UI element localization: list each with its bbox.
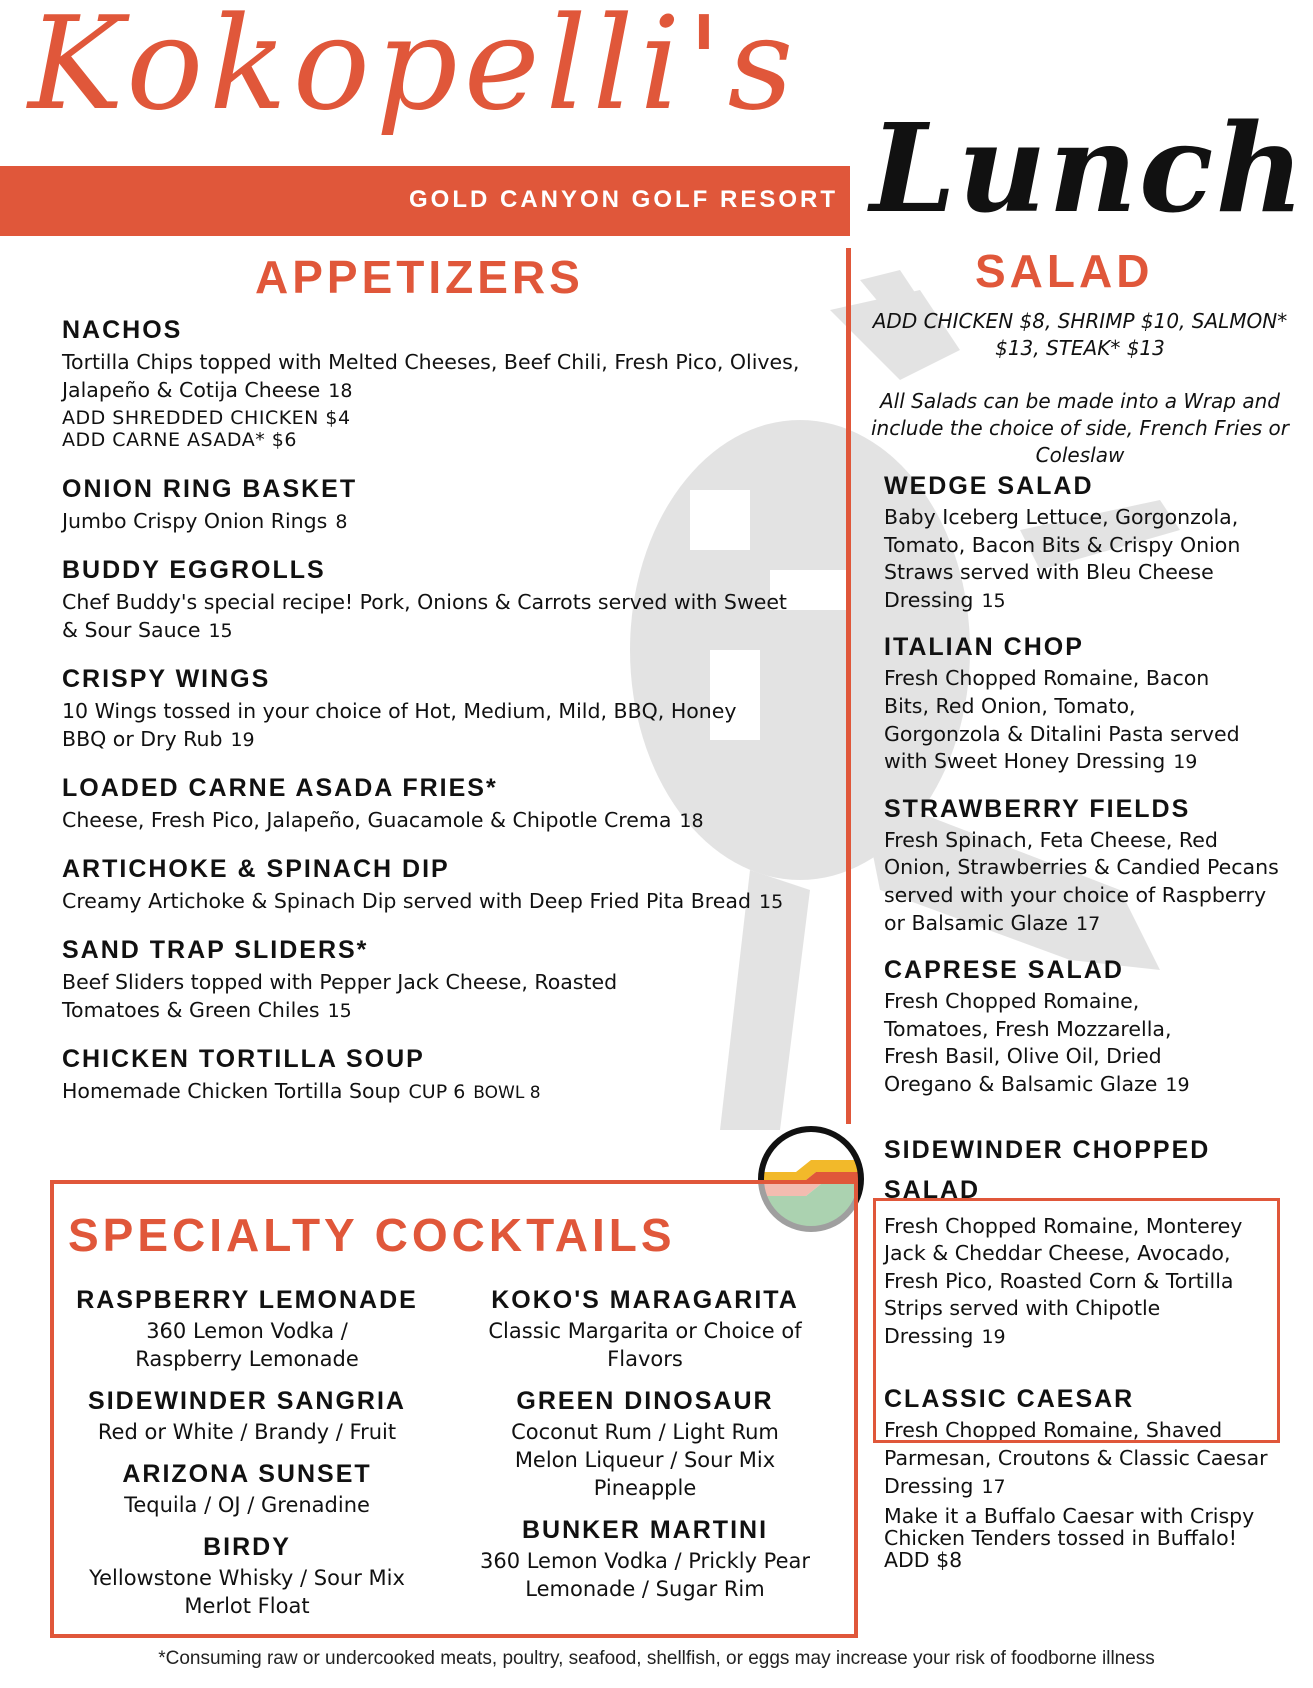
- item-desc: Chef Buddy's special recipe! Pork, Onions & Carrots served with Sweet & Sour Sauce 15: [62, 590, 787, 642]
- cocktail-desc: 360 Lemon Vodka / Raspberry Lemonade: [135, 1319, 359, 1371]
- item-name: CAPRESE SALAD: [884, 956, 1124, 985]
- item-desc: Fresh Chopped Romaine, Monterey Jack & Cheddar Cheese, Avocado, Fresh Pico, Roasted Corn & Tortilla Strips served with Chipotle Dressing 19: [884, 1213, 1243, 1348]
- item-desc: Creamy Artichoke & Spinach Dip served with Deep Fried Pita Bread 15: [62, 889, 784, 913]
- menu-item: [62, 556, 802, 645]
- cocktail-desc: Tequila / OJ / Grenadine: [124, 1493, 370, 1517]
- brand-logo-text: Kokopelli's: [28, 0, 800, 139]
- item-name: SIDEWINDER CHOPPED SALAD: [884, 1135, 1211, 1204]
- cocktail-name: GREEN DINOSAUR: [516, 1387, 774, 1415]
- item-desc: Fresh Chopped Romaine, Tomatoes, Fresh Mozzarella, Fresh Basil, Olive Oil, Dried Oregano & Balsamic Glaze 19: [884, 989, 1190, 1096]
- item-price: 19: [981, 1325, 1006, 1348]
- salad-title: SALAD: [975, 245, 1154, 297]
- item-name: ITALIAN CHOP: [884, 633, 1084, 662]
- item-name: CLASSIC CAESAR: [884, 1385, 1135, 1414]
- item-price: BOWL 8: [473, 1083, 541, 1103]
- item-name: NACHOS: [62, 316, 183, 344]
- item-name: ONION RING BASKET: [62, 475, 358, 503]
- cocktail-name: KOKO'S MARAGARITA: [491, 1286, 799, 1314]
- cocktails-left-column: [62, 1286, 432, 1634]
- item-name: STRAWBERRY FIELDS: [884, 794, 1191, 823]
- header-banner: [0, 166, 850, 236]
- item-price: 15: [327, 1000, 352, 1022]
- item-name: LOADED CARNE ASADA FRIES*: [62, 774, 498, 802]
- item-price: 19: [230, 729, 255, 751]
- appetizers-list: [62, 316, 802, 1127]
- menu-item: [62, 316, 802, 451]
- item-desc: Fresh Chopped Romaine, Bacon Bits, Red Onion, Tomato, Gorgonzola & Ditalini Pasta served with Sweet Honey Dressing 19: [884, 666, 1240, 774]
- item-desc: Tortilla Chips topped with Melted Cheeses, Beef Chili, Fresh Pico, Olives, Jalapeño & Cotija Cheese 18: [62, 350, 800, 402]
- cocktail-desc: Red or White / Brandy / Fruit: [97, 1420, 397, 1444]
- item-name: CRISPY WINGS: [62, 665, 271, 693]
- item-desc: Fresh Chopped Romaine, Shaved Parmesan, Croutons & Classic Caesar Dressing 17: [884, 1418, 1268, 1498]
- appetizers-title: APPETIZERS: [255, 251, 584, 303]
- footnote: *Consuming raw or undercooked meats, poultry, seafood, shellfish, or eggs may increase your risk of foodborne illness: [158, 1648, 1155, 1669]
- item-desc: Cheese, Fresh Pico, Jalapeño, Guacamole & Chipotle Crema 18: [62, 808, 704, 832]
- cocktail-desc: 360 Lemon Vodka / Prickly Pear Lemonade / Sugar Rim: [479, 1549, 811, 1601]
- cocktail-item: [460, 1387, 830, 1502]
- cocktail-item: [62, 1387, 432, 1446]
- item-desc: Jumbo Crispy Onion Rings 8: [62, 509, 348, 533]
- item-desc: Fresh Spinach, Feta Cheese, Red Onion, Strawberries & Candied Pecans served with your choice of Raspberry or Balsamic Glaze 17: [884, 827, 1279, 935]
- item-addon: ADD SHREDDED CHICKEN $4: [62, 407, 351, 429]
- item-price: 18: [679, 810, 704, 832]
- menu-item: [62, 774, 802, 835]
- menu-item: [62, 475, 802, 536]
- menu-item: [62, 855, 802, 916]
- item-name: SAND TRAP SLIDERS*: [62, 936, 369, 964]
- menu-item: [884, 633, 1284, 776]
- menu-item: [62, 1045, 802, 1107]
- menu-item: [62, 665, 802, 754]
- cocktail-item: [62, 1460, 432, 1519]
- cocktail-item: [460, 1516, 830, 1603]
- item-price: 19: [1173, 751, 1198, 774]
- column-divider: [846, 248, 851, 1124]
- item-name: WEDGE SALAD: [884, 472, 1094, 500]
- item-desc: Baby Iceberg Lettuce, Gorgonzola, Tomato, Bacon Bits & Crispy Onion Straws served with Bleu Cheese Dressing 15: [884, 505, 1241, 612]
- banner-text: GOLD CANYON GOLF RESORT: [409, 186, 838, 213]
- item-price: 8: [335, 511, 348, 533]
- item-price: 17: [1076, 912, 1101, 935]
- item-addon: ADD CARNE ASADA* $6: [62, 429, 297, 451]
- salad-addons-note: ADD CHICKEN $8, SHRIMP $10, SALMON* $13, STEAK* $13: [872, 309, 1288, 360]
- cocktail-desc: Yellowstone Whisky / Sour Mix Merlot Float: [89, 1566, 405, 1618]
- item-extra: Make it a Buffalo Caesar with Crispy Chicken Tenders tossed in Buffalo! ADD $8: [884, 1504, 1255, 1573]
- cocktail-item: [460, 1286, 830, 1373]
- salad-wrap-note: All Salads can be made into a Wrap and include the choice of side, French Fries or Coleslaw: [870, 389, 1289, 467]
- cocktail-desc: Classic Margarita or Choice of Flavors: [488, 1319, 802, 1371]
- cocktail-item: [62, 1533, 432, 1620]
- cocktail-name: SIDEWINDER SANGRIA: [88, 1387, 406, 1415]
- salad-notes: [870, 308, 1290, 469]
- cocktails-right-column: [460, 1286, 830, 1617]
- cocktail-name: ARIZONA SUNSET: [122, 1460, 372, 1488]
- menu-item: [884, 795, 1284, 938]
- item-name: BUDDY EGGROLLS: [62, 556, 326, 584]
- item-price: 15: [981, 589, 1006, 612]
- meal-title: Lunch: [870, 96, 1307, 240]
- cocktail-name: RASPBERRY LEMONADE: [76, 1286, 418, 1314]
- item-desc: Homemade Chicken Tortilla Soup CUP 6 BOWL 8: [62, 1079, 541, 1103]
- item-name: CHICKEN TORTILLA SOUP: [62, 1045, 425, 1073]
- item-price: 19: [1165, 1073, 1190, 1096]
- item-price: 18: [328, 380, 353, 402]
- item-price: 17: [981, 1475, 1006, 1498]
- item-desc: 10 Wings tossed in your choice of Hot, Medium, Mild, BBQ, Honey BBQ or Dry Rub 19: [62, 699, 737, 751]
- cocktails-title: SPECIALTY COCKTAILS: [68, 1209, 676, 1261]
- cocktail-desc: Coconut Rum / Light Rum Melon Liqueur / Sour Mix Pineapple: [511, 1420, 779, 1500]
- cocktail-name: BIRDY: [203, 1533, 291, 1561]
- cocktail-name: BUNKER MARTINI: [521, 1516, 769, 1544]
- item-name: ARTICHOKE & SPINACH DIP: [62, 855, 450, 883]
- menu-item: [884, 472, 1284, 615]
- featured-salad-box: [873, 1198, 1280, 1443]
- item-desc: Beef Sliders topped with Pepper Jack Cheese, Roasted Tomatoes & Green Chiles 15: [62, 970, 618, 1022]
- menu-item: [884, 956, 1284, 1099]
- item-price: 15: [758, 891, 784, 913]
- item-price: CUP 6: [408, 1081, 466, 1103]
- cocktail-item: [62, 1286, 432, 1373]
- menu-item: [62, 936, 802, 1025]
- item-price: 15: [208, 620, 233, 642]
